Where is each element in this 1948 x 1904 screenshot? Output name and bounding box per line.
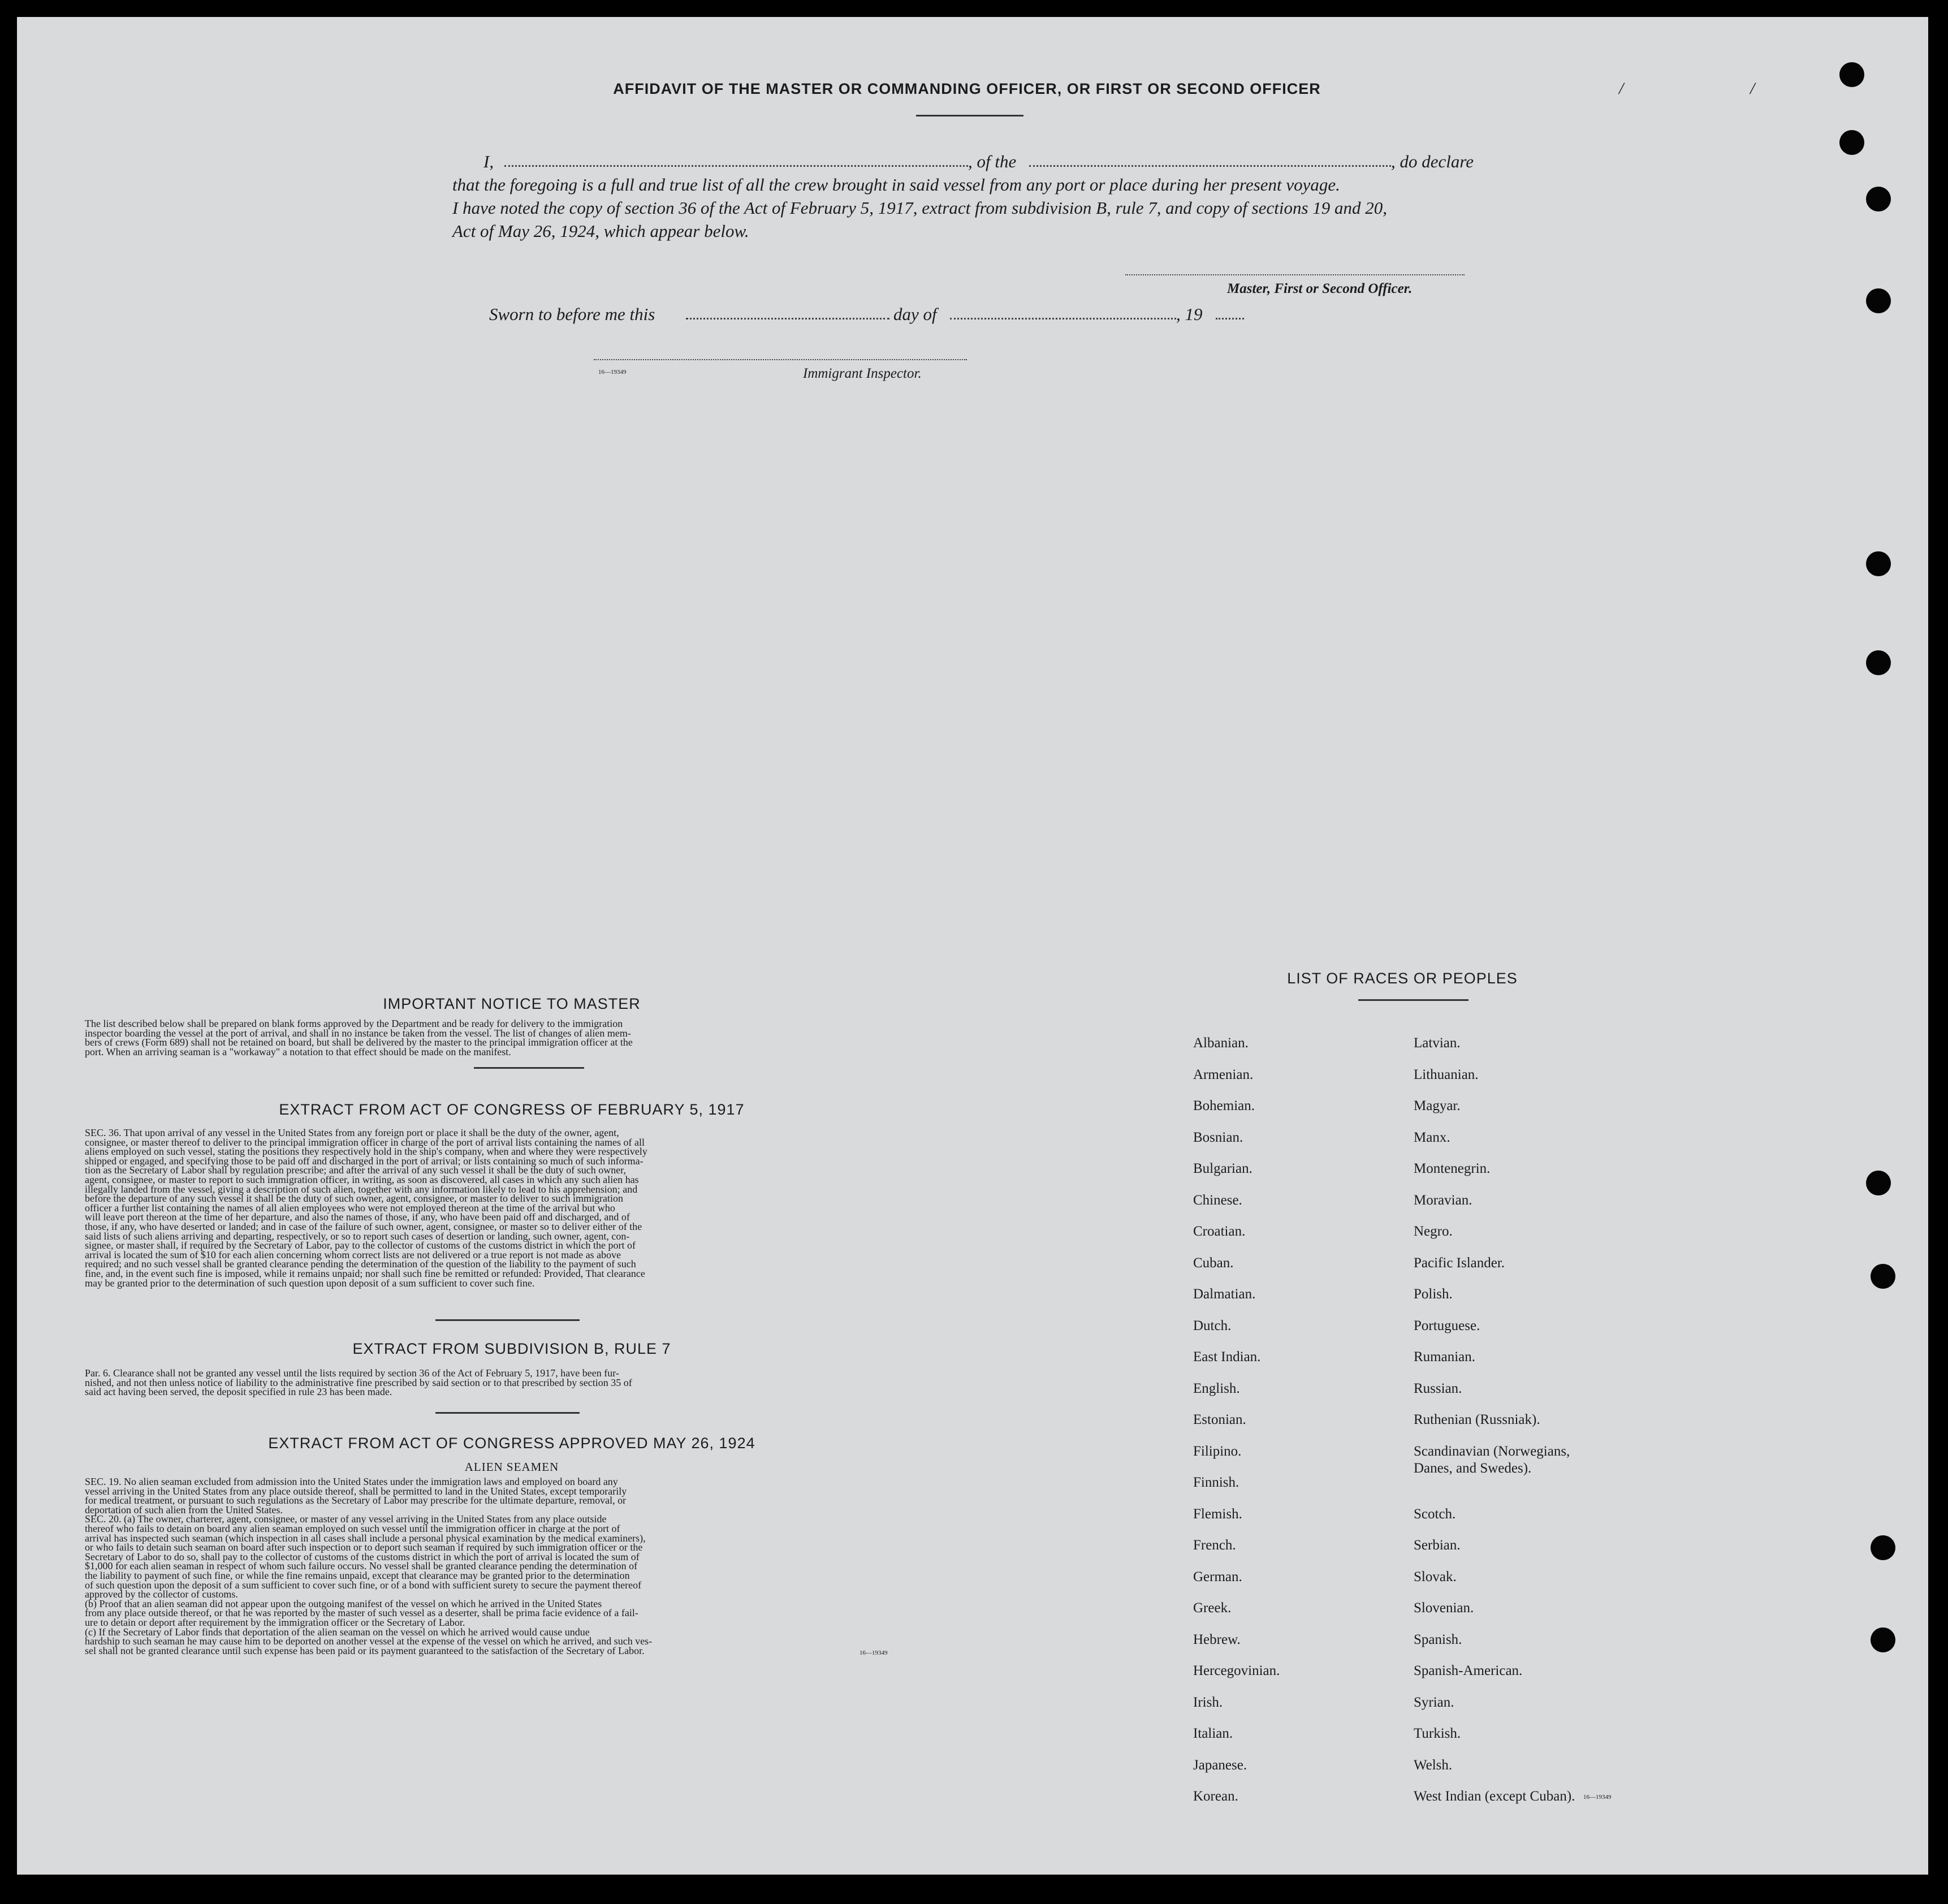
inspector-label: Immigrant Inspector. xyxy=(803,366,922,381)
divider xyxy=(916,115,1023,116)
sworn-prefix: Sworn to before me this xyxy=(489,304,655,324)
race-item: Flemish. xyxy=(1193,1506,1242,1522)
binder-hole xyxy=(1871,1627,1895,1652)
race-item: Montenegrin. xyxy=(1414,1161,1491,1176)
race-item: Russian. xyxy=(1414,1380,1462,1396)
sworn-year: , 19 xyxy=(1176,304,1203,324)
binder-hole xyxy=(1866,551,1891,576)
binder-hole xyxy=(1871,1535,1895,1560)
race-item: Hebrew. xyxy=(1193,1631,1241,1647)
extract-1924-subtitle: ALIEN SEAMEN xyxy=(464,1460,559,1474)
race-item: Filipino. xyxy=(1193,1443,1242,1459)
binder-hole xyxy=(1871,1264,1895,1289)
month-blank xyxy=(950,318,1176,320)
extract-1924-text: SEC. 19. No alien seaman excluded from admission into the United States under the immigration laws and employed on board any vessel arriving in the United States from any place outside thereof, shall be permitted to land in the United States, except temporarily for medical treatment, or pursuant to such regulations as the Secretary of Labor may prescribe for the ultimate departure, removal, or deportation of such alien from the United States. SEC. 20. (a) The owner, charterer, agent, consignee, or master of any vessel arriving in the United States from any place outside thereof who fails to detain on board any alien seaman employed on such vessel until the immigration officer in charge at the port of arrival has inspected such seaman (which inspection in all cases shall include a personal physical examination by the medical examiners), or who fails to detain such seaman on board after such inspection or to deport such seaman if required by such immigration officer or the Secretary of Labor to do so, shall pay to the collector of customs of the customs district in which the port of arrival is located the sum of $1,000 for each alien seaman in respect of whom such failure occurs. No vessel shall be granted clearance pending the determination of the liability to payment of such fine, or while the fine remains unpaid, except that clearance may be granted prior to the determination of such question upon the deposit of a sum sufficient to cover such fine, or of a bond with sufficient surety to secure the payment thereof approved by the collector of customs. (b) Proof that an alien seaman did not appear upon the outgoing manifest of the vessel on which he arrived in the United States from any place outside thereof, or that he was reported by the master of such vessel as a deserter, shall be prima facie evidence of a fail- ure to detain or deport after requirement by the immigration officer or the Secretary of Labor. (c) If the Secretary of Labor finds that deportation of the alien seaman on the vessel on which he arrived would cause undue hardship to such seaman he may cause him to be deported on another vessel at the expense of the vessel on which he arrived, and such ves- sel shall not be granted clearance until such expense has been paid or its payment guaranteed to the satisfaction of the Secretary of Labor. xyxy=(85,1476,653,1656)
race-item: Albanian. xyxy=(1193,1035,1249,1051)
divider xyxy=(474,1067,584,1069)
sworn-day-of: day of xyxy=(893,304,937,324)
race-item: Greek. xyxy=(1193,1600,1232,1616)
affidavit-declare: , do declare xyxy=(1391,152,1474,171)
binder-hole xyxy=(1866,1171,1891,1195)
pencil-mark: / xyxy=(1750,79,1755,98)
affidavit-i: I, xyxy=(483,152,494,171)
affidavit-title: AFFIDAVIT OF THE MASTER OR COMMANDING OFFICER, OR FIRST OR SECOND OFFICER xyxy=(613,80,1321,97)
race-item: Slovenian. xyxy=(1414,1600,1474,1616)
race-item: Bulgarian. xyxy=(1193,1161,1252,1176)
year-blank xyxy=(1216,318,1244,320)
binder-hole xyxy=(1839,130,1864,155)
race-item: Bosnian. xyxy=(1193,1129,1243,1145)
race-item: Manx. xyxy=(1414,1129,1450,1145)
race-item: Syrian. xyxy=(1414,1694,1454,1710)
race-item: Lithuanian. xyxy=(1414,1067,1479,1082)
race-item: Pacific Islander. xyxy=(1414,1255,1505,1271)
affidavit-of-the: , of the xyxy=(968,152,1017,171)
extract-1924-title: EXTRACT FROM ACT OF CONGRESS APPROVED MAY 26, 1924 xyxy=(268,1435,755,1452)
race-item: Spanish-American. xyxy=(1414,1663,1523,1678)
race-item: Korean. xyxy=(1193,1789,1238,1804)
race-item: Scotch. xyxy=(1414,1506,1456,1522)
race-item: East Indian. xyxy=(1193,1349,1261,1365)
race-item: Latvian. xyxy=(1414,1035,1461,1051)
race-item: French. xyxy=(1193,1538,1236,1553)
race-item: Japanese. xyxy=(1193,1757,1247,1773)
divider xyxy=(435,1319,580,1321)
inspector-signature-line xyxy=(594,359,967,360)
affidavit-body-line: I have noted the copy of section 36 of the Act of February 5, 1917, extract from subdivision B, rule 7, and copy of sections 19 and 20, xyxy=(452,198,1388,218)
race-item: Moravian. xyxy=(1414,1192,1472,1208)
race-item: Negro. xyxy=(1414,1224,1453,1239)
race-item: Estonian. xyxy=(1193,1412,1246,1427)
race-item: Ruthenian (Russniak). xyxy=(1414,1412,1540,1427)
race-item: Polish. xyxy=(1414,1286,1453,1302)
race-item: Scandinavian (Norwegians, Danes, and Swedes). xyxy=(1414,1443,1570,1476)
race-item: Dalmatian. xyxy=(1193,1286,1256,1302)
notice-title: IMPORTANT NOTICE TO MASTER xyxy=(383,995,641,1012)
race-item: Rumanian. xyxy=(1414,1349,1476,1365)
binder-hole xyxy=(1866,650,1891,675)
vessel-blank xyxy=(1029,165,1391,167)
extract-1917-text: SEC. 36. That upon arrival of any vessel in the United States from any foreign port or place it shall be the duty of the owner, agent, consignee, or master thereof to deliver to the principal immigration officer in charge of the port of arrival lists containing the names of all aliens employed on such vessel, stating the positions they respectively hold in the ship's company, when and where they were respectively shipped or engaged, and specifying those to be paid off and discharged in the port of arrival; or lists containing so much of such informa- tion as the Secretary of Labor shall by regulation prescribe; and after the arrival of any such vessel it shall be the duty of such owner, agent, consignee, or master to report to such immigration officer, in writing, as soon as discovered, all cases in which any such alien has illegally landed from the vessel, giving a description of such alien, together with any information likely to lead to his apprehension; and before the departure of any such vessel it shall be the duty of such owner, agent, consignee, or master to deliver to such immigration officer a further list containing the names of all alien employees who were not employed thereon at the time of the arrival but who will leave port thereon at the time of her departure, and also the names of those, if any, who have been paid off and discharged, and of those, if any, who have deserted or landed; and in case of the failure of such owner, agent, consignee, or master so to deliver either of the said lists of such aliens arriving and departing, respectively, or so to report such cases of desertion or landing, such owner, agent, con- signee, or master shall, if required by the Secretary of Labor, pay to the collector of customs of the customs district in which the port of arrival is located the sum of $10 for each alien concerning whom correct lists are not delivered or a true report is not made as above required; and no such vessel shall be granted clearance pending the determination of the question of the liability to the payment of such fine, and, in the event such fine is imposed, while it remains unpaid; nor shall such fine be remitted or refunded: Provided, That clearance may be granted prior to the determination of such question upon deposit of a sum sufficient to cover such fine. xyxy=(85,1127,647,1289)
extract-rule7-title: EXTRACT FROM SUBDIVISION B, RULE 7 xyxy=(352,1340,671,1357)
day-blank xyxy=(686,318,889,320)
form-page xyxy=(17,17,1928,1875)
race-item: Bohemian. xyxy=(1193,1098,1255,1113)
race-item: Turkish. xyxy=(1414,1726,1461,1741)
races-title: LIST OF RACES OR PEOPLES xyxy=(1287,970,1518,987)
race-item: English. xyxy=(1193,1380,1240,1396)
divider xyxy=(1358,999,1468,1001)
binder-hole xyxy=(1866,288,1891,313)
race-item: Croatian. xyxy=(1193,1224,1246,1239)
race-item: Chinese. xyxy=(1193,1192,1242,1208)
name-blank xyxy=(504,165,968,167)
race-item: Armenian. xyxy=(1193,1067,1254,1082)
race-item: German. xyxy=(1193,1569,1242,1584)
race-item: Hercegovinian. xyxy=(1193,1663,1280,1678)
race-item: West Indian (except Cuban). xyxy=(1414,1789,1575,1804)
race-item: Magyar. xyxy=(1414,1098,1461,1113)
form-number: 16—19349 xyxy=(598,369,627,375)
affidavit-body-line: that the foregoing is a full and true list of all the crew brought in said vessel from any port or place during her present voyage. xyxy=(452,175,1340,195)
extract-rule7-text: Par. 6. Clearance shall not be granted any vessel until the lists required by section 36 of the Act of February 5, 1917, have been fur- nished, and not then unless notice of liability to the administrative fine prescribed by said section or to that prescribed by section 35 of said act having been served, the deposit specified in rule 23 has been made. xyxy=(85,1367,632,1398)
race-item: Irish. xyxy=(1193,1694,1223,1710)
form-number: 16—19349 xyxy=(1583,1794,1612,1801)
form-number: 16—19349 xyxy=(859,1650,888,1656)
pencil-mark: / xyxy=(1619,79,1624,98)
race-item: Italian. xyxy=(1193,1726,1233,1741)
race-item: Portuguese. xyxy=(1414,1318,1480,1333)
race-item: Spanish. xyxy=(1414,1631,1462,1647)
extract-1917-title: EXTRACT FROM ACT OF CONGRESS OF FEBRUARY 5, 1917 xyxy=(279,1101,745,1118)
divider xyxy=(435,1412,580,1414)
race-item: Slovak. xyxy=(1414,1569,1457,1584)
signature-line xyxy=(1125,274,1465,275)
race-item: Dutch. xyxy=(1193,1318,1232,1333)
race-item: Serbian. xyxy=(1414,1538,1461,1553)
master-signature-label: Master, First or Second Officer. xyxy=(1227,281,1413,296)
affidavit-body-line: Act of May 26, 1924, which appear below. xyxy=(452,221,749,241)
binder-hole xyxy=(1866,187,1891,211)
notice-text: The list described below shall be prepared on blank forms approved by the Department and be ready for delivery to the immigration inspector boarding the vessel at the port of arrival, and shall in no instance be taken from the vessel. The list of changes of alien mem- bers of crews (Form 689) shall not be retained on board, but shall be delivered by the master to the principal immigration officer at the port. When an arriving seaman is a "workaway" a notation to that effect should be made on the manifest. xyxy=(85,1018,633,1057)
race-item: Finnish. xyxy=(1193,1475,1239,1490)
race-item: Cuban. xyxy=(1193,1255,1234,1271)
race-item: Welsh. xyxy=(1414,1757,1453,1773)
